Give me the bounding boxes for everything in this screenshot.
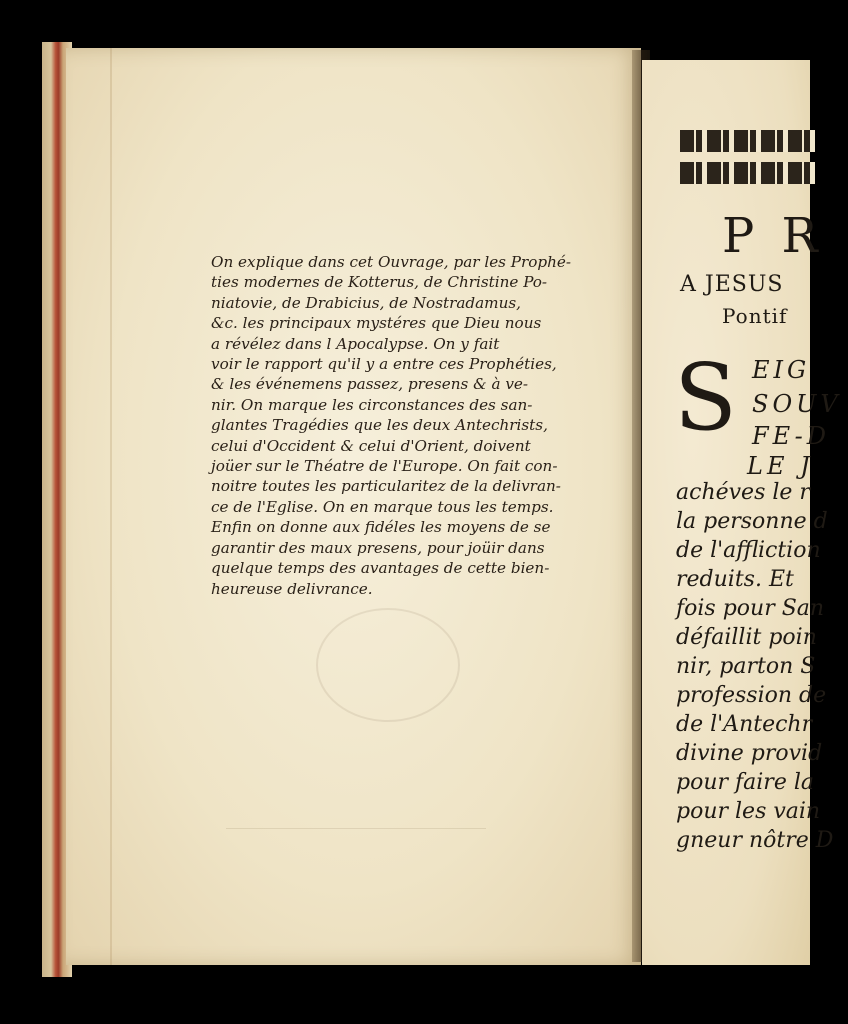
page-title: P R: [722, 208, 824, 264]
bleed-through-rule: [226, 828, 486, 829]
ornamental-border: [680, 130, 815, 152]
body-line: de l'Antechr: [676, 712, 813, 737]
text-line: &c. les principaux mystéres que Dieu nous: [211, 314, 542, 333]
caps-line: LE J: [747, 452, 814, 480]
text-line: Enfin on donne aux fidéles les moyens de se: [211, 518, 551, 537]
text-line: celui d'Occident & celui d'Orient, doivent: [211, 436, 531, 455]
text-line: & les événemens passez, presens & à ve-: [211, 375, 529, 394]
ornamental-border: [680, 162, 815, 184]
left-page: [66, 48, 641, 965]
body-line: gneur nôtre D: [676, 828, 834, 853]
body-line: reduits. Et: [676, 567, 794, 592]
text-line: voir le rapport qu'il y a entre ces Prophéties,: [211, 355, 557, 374]
body-line: profession de: [676, 683, 827, 708]
text-line: noitre toutes les particularitez de la delivran-: [211, 477, 561, 496]
text-line: heureuse delivrance.: [211, 579, 373, 598]
caps-line: SOUV: [752, 390, 842, 418]
page-margin-line: [110, 48, 112, 965]
text-line: ce de l'Eglise. On en marque tous les temps.: [211, 497, 554, 516]
text-line: quelque temps des avantages de cette bien-: [211, 559, 550, 578]
drop-cap: S: [674, 344, 738, 451]
body-line: nir, parton S: [676, 654, 816, 679]
body-line: fois pour San: [676, 596, 825, 621]
body-line: la personne d: [676, 509, 828, 534]
caps-line: FE-D: [752, 422, 830, 450]
dedication-line: A JESUS: [680, 272, 784, 297]
text-line: joüer sur le Théatre de l'Europe. On fait con-: [211, 457, 558, 476]
text-line: nir. On marque les circonstances des san-: [211, 395, 533, 414]
body-line: pour les vain: [676, 799, 821, 824]
text-line: ties modernes de Kotterus, de Christine Po-: [211, 273, 548, 292]
text-line: niatovie, de Drabicius, de Nostradamus,: [211, 293, 521, 312]
body-line: divine provid: [676, 741, 823, 766]
text-line: a révélez dans l Apocalypse. On y fait: [211, 334, 500, 353]
description-paragraph: [211, 252, 641, 599]
text-line: On explique dans cet Ouvrage, par les Prophé-: [211, 253, 572, 271]
body-line: pour faire la: [676, 770, 814, 795]
text-line: garantir des maux presens, pour joüir dans: [211, 538, 545, 557]
text-line: glantes Tragédies que les deux Antechrists,: [211, 416, 548, 435]
dedication-line: Pontif: [722, 304, 788, 328]
bleed-through-emblem: [316, 608, 460, 722]
body-line: de l'affliction: [676, 538, 821, 563]
body-line: défaillit poin: [676, 625, 817, 650]
body-line: achéves le r: [676, 480, 810, 505]
caps-line: EIG: [752, 356, 811, 384]
right-page: [642, 60, 842, 965]
